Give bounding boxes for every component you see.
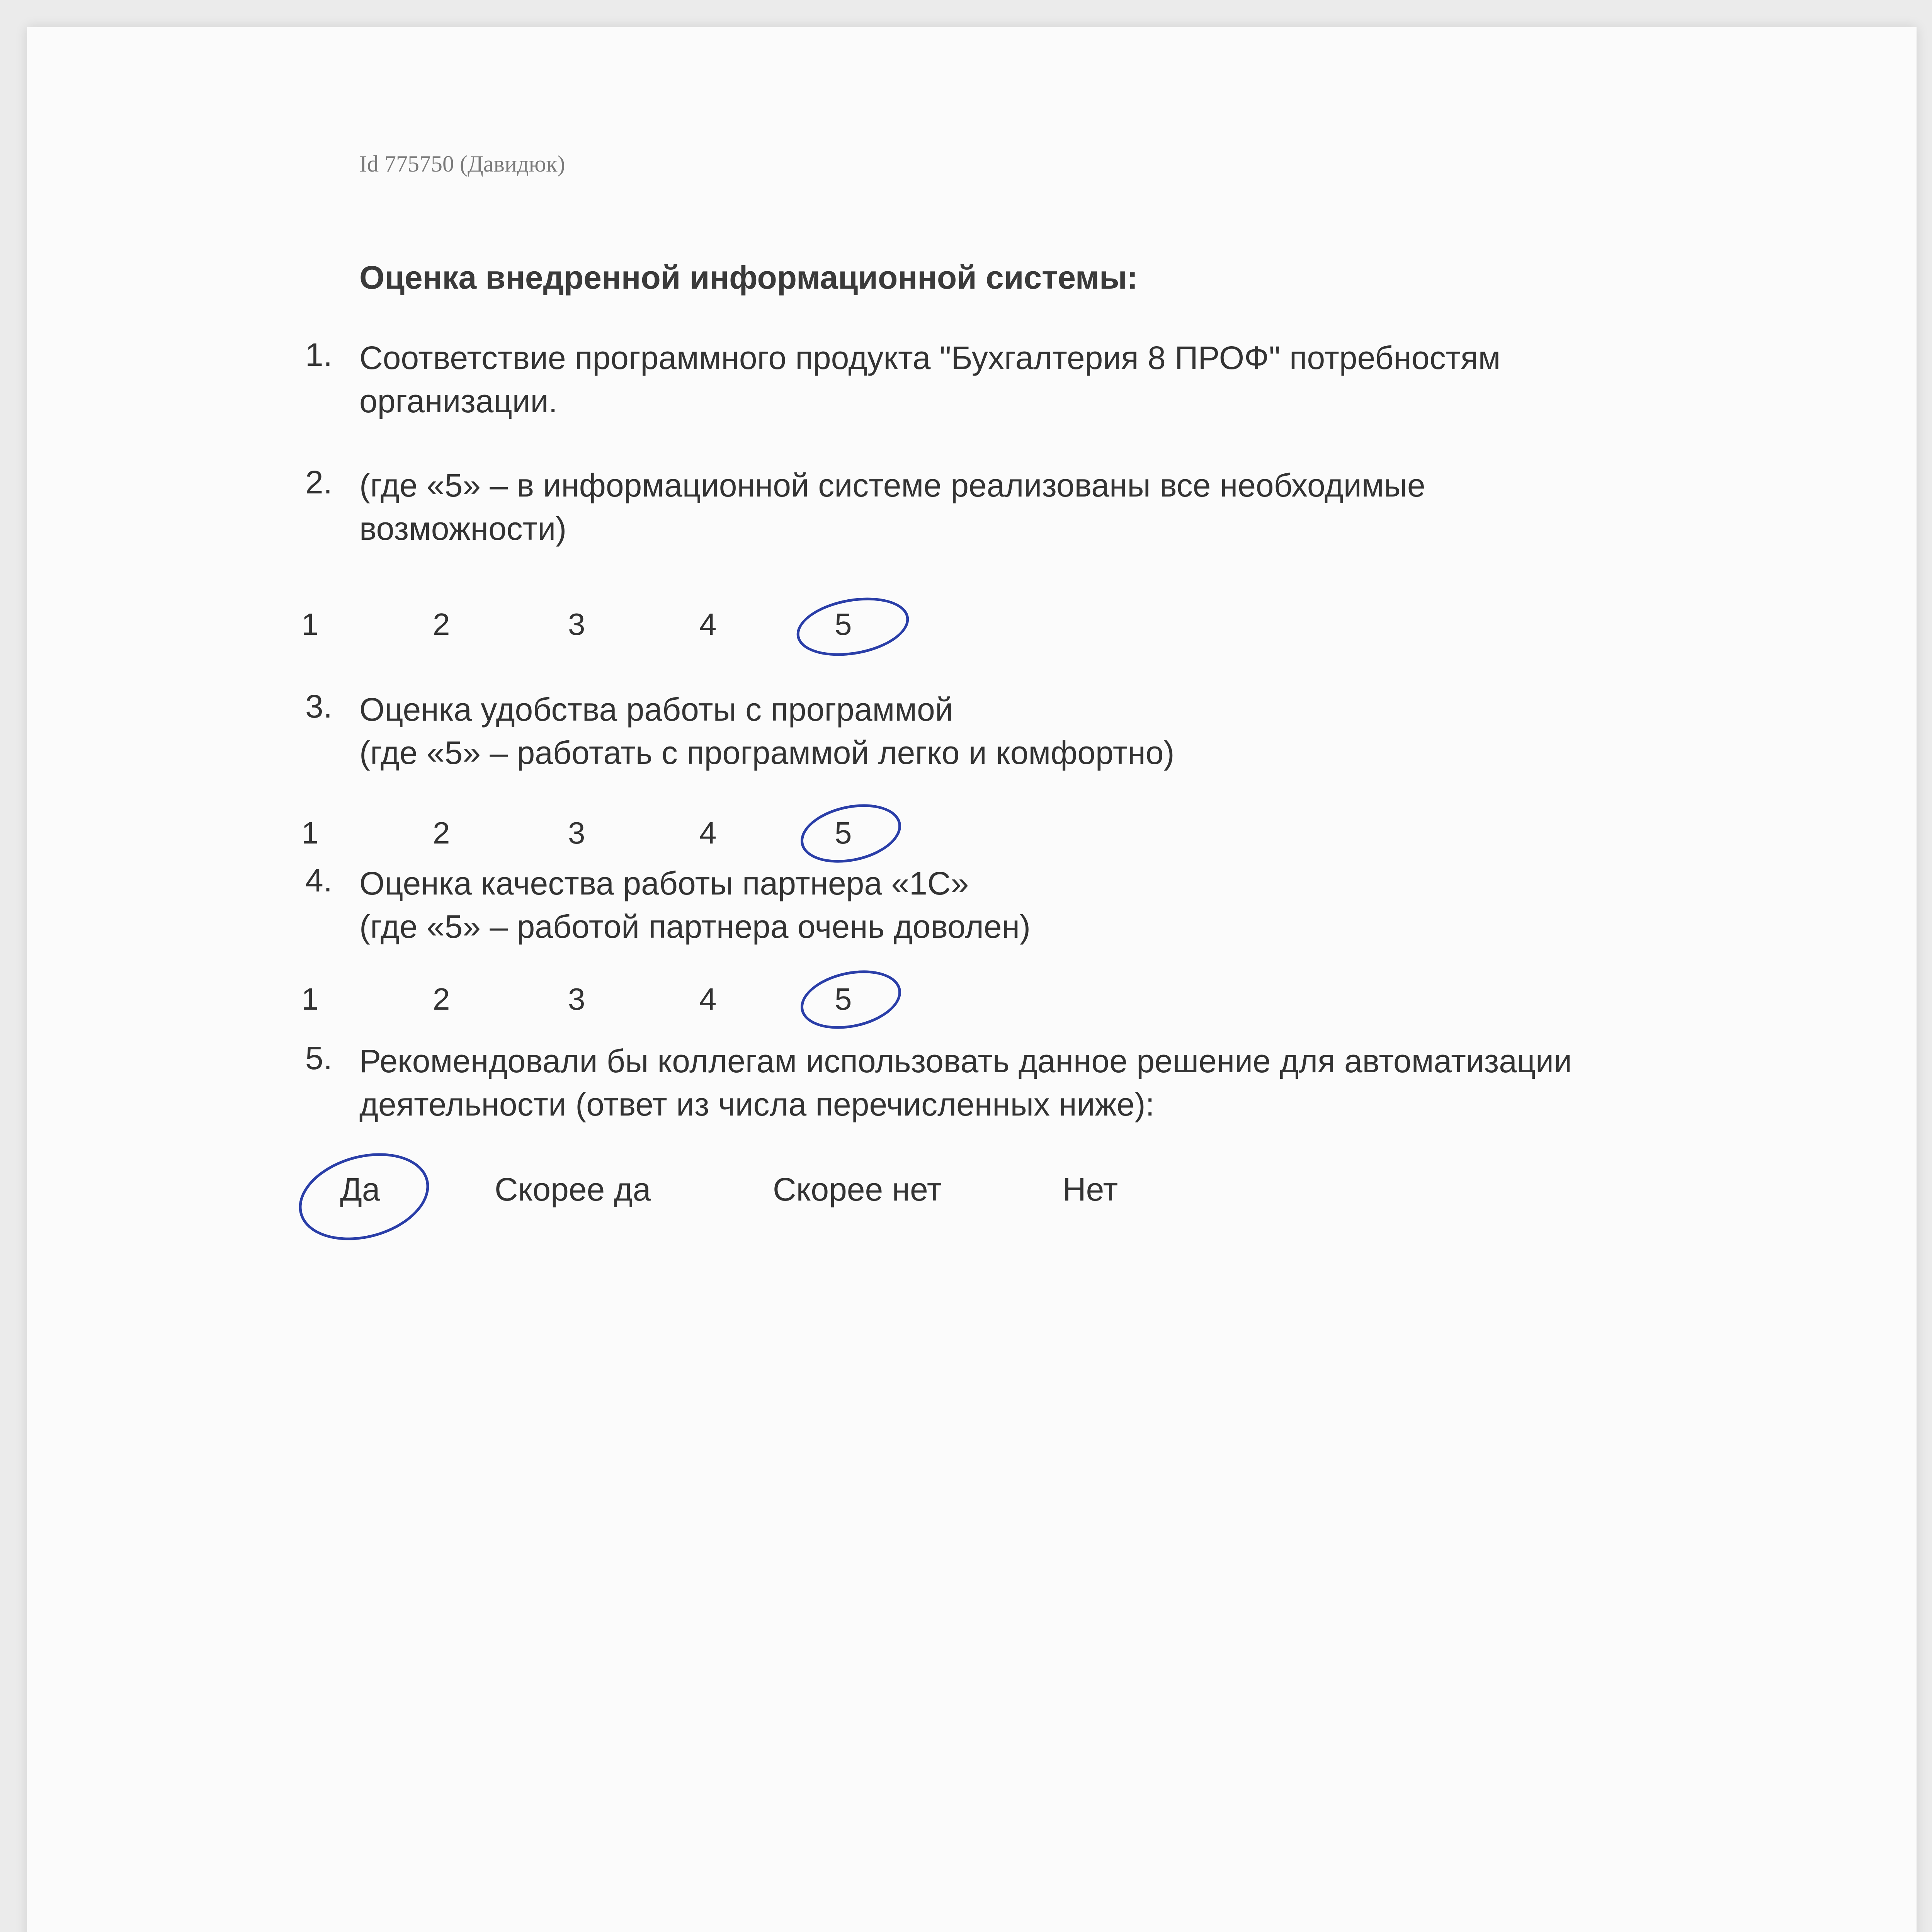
selected-circle-mark [792, 590, 914, 664]
question-text-line: Рекомендовали бы коллегам использовать данное решение для автоматизации [359, 1043, 1572, 1079]
rating-scale-q3 [27, 815, 1186, 862]
answer-option-no[interactable]: Нет [1063, 1171, 1118, 1208]
page-title: Оценка внедренной информационной системы: [359, 259, 1138, 296]
rating-option-5[interactable]: 5 [835, 816, 852, 850]
rating-option-3[interactable]: 3 [568, 816, 585, 850]
answer-option-yes[interactable]: Да [340, 1171, 380, 1208]
question-number: 5. [305, 1040, 333, 1076]
rating-option-2[interactable]: 2 [433, 816, 450, 850]
rating-scale-q4 [27, 981, 1186, 1028]
answer-option-rather-no[interactable]: Скорее нет [773, 1171, 942, 1208]
question-text-line: Оценка качества работы партнера «1С» [359, 865, 969, 901]
question-number: 3. [305, 688, 333, 724]
document-page [27, 27, 1917, 1932]
rating-option-1[interactable]: 1 [301, 816, 319, 850]
question-text-line: Соответствие программного продукта "Бухгалтерия 8 ПРОФ" потребностям [359, 340, 1501, 376]
question-text-line: (где «5» – работой партнера очень доволен) [359, 908, 1031, 945]
question-text-line: Оценка удобства работы с программой [359, 691, 953, 728]
selected-circle-mark [795, 962, 906, 1037]
answer-options-q5 [27, 1171, 1264, 1233]
answer-option-rather-yes[interactable]: Скорее да [495, 1171, 651, 1208]
question-text-line: (где «5» – работать с программой легко и комфортно) [359, 735, 1175, 771]
rating-option-1[interactable]: 1 [301, 982, 319, 1016]
rating-option-4[interactable]: 4 [699, 982, 717, 1016]
rating-option-2[interactable]: 2 [433, 982, 450, 1016]
rating-option-1[interactable]: 1 [301, 607, 319, 641]
selected-circle-mark [289, 1139, 439, 1254]
question-text-line: деятельности (ответ из числа перечисленных ниже): [359, 1086, 1155, 1122]
question-number: 4. [305, 862, 333, 898]
rating-option-5[interactable]: 5 [835, 607, 852, 641]
rating-option-3[interactable]: 3 [568, 982, 585, 1016]
rating-option-4[interactable]: 4 [699, 607, 717, 641]
question-text-line: (где «5» – в информационной системе реализованы все необходимые [359, 467, 1425, 503]
question-text-line: возможности) [359, 510, 567, 547]
question-number: 2. [305, 464, 333, 500]
rating-option-5[interactable]: 5 [835, 982, 852, 1016]
rating-option-2[interactable]: 2 [433, 607, 450, 641]
rating-option-4[interactable]: 4 [699, 816, 717, 850]
document-id: Id 775750 (Давидюк) [359, 151, 565, 177]
selected-circle-mark [795, 796, 906, 871]
rating-option-3[interactable]: 3 [568, 607, 585, 641]
question-text-line: организации. [359, 383, 558, 419]
question-number: 1. [305, 337, 333, 373]
rating-scale-q2 [27, 607, 1186, 653]
